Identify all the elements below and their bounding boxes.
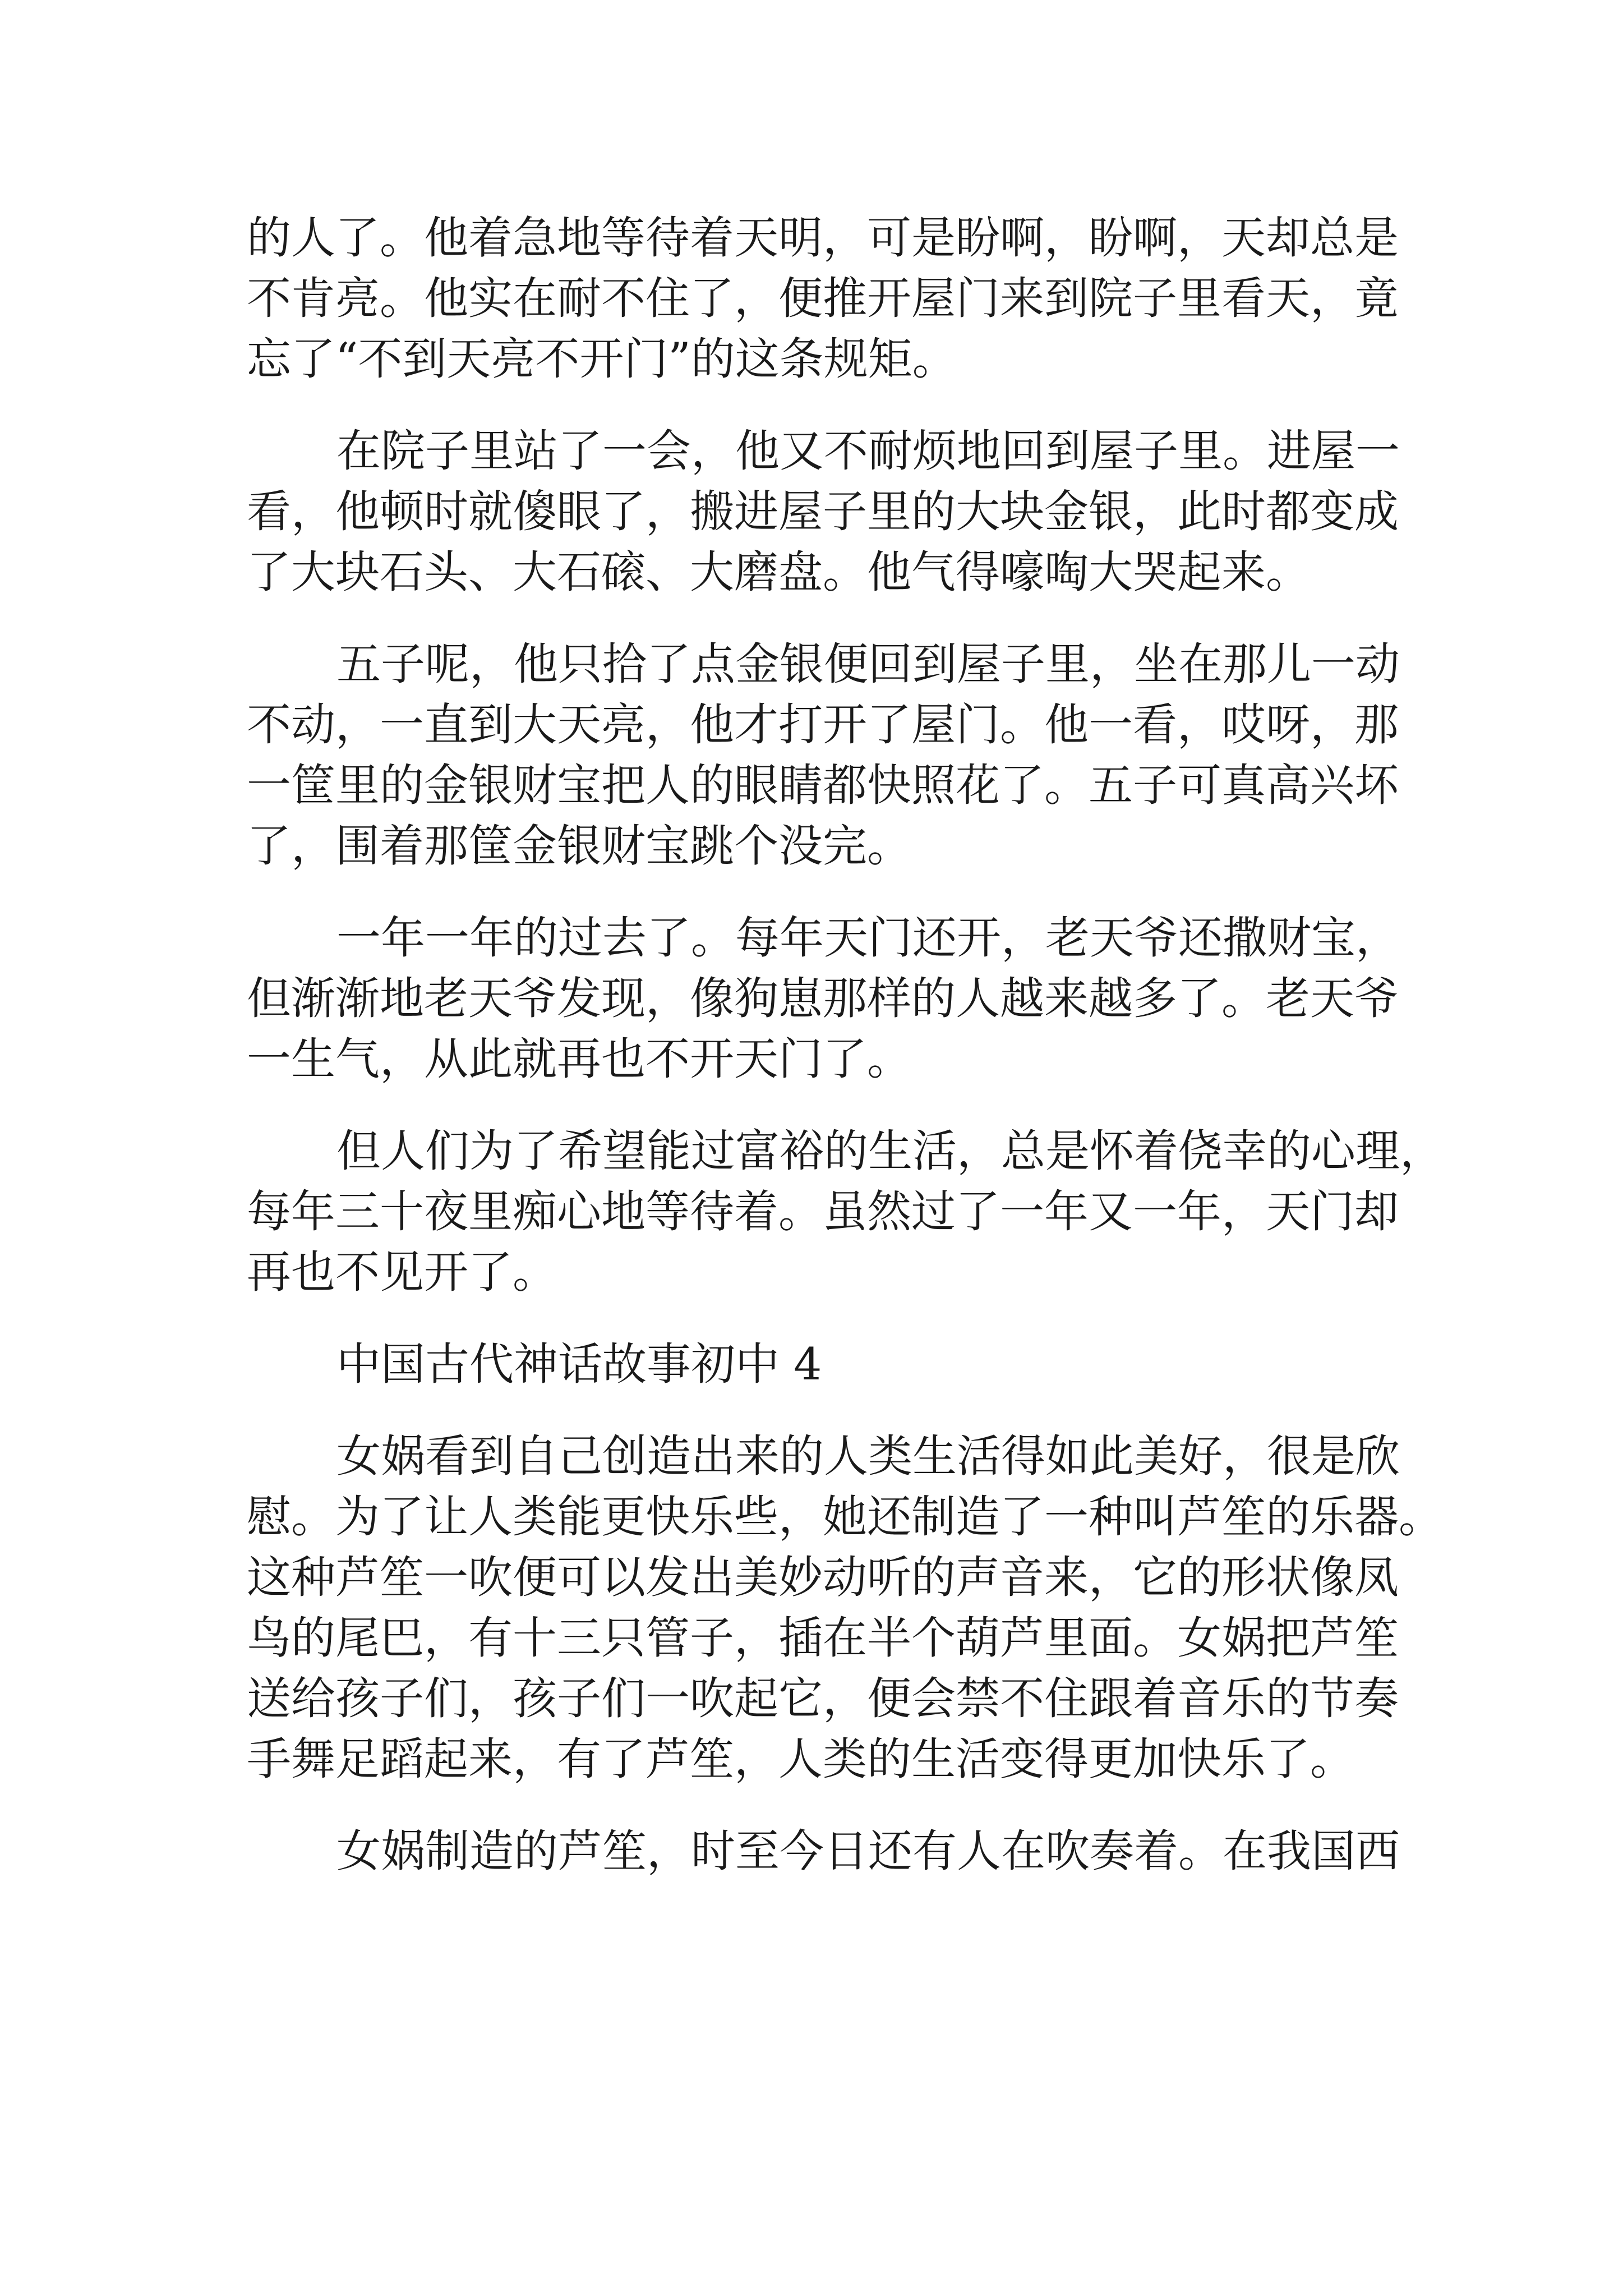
text-line: 一年一年的过去了。每年天门还开，老天爷还撒财宝，: [336, 912, 1400, 964]
text-line: 女娲制造的芦笙，时至今日还有人在吹奏着。在我国西: [336, 1825, 1400, 1877]
paragraph: [247, 1821, 1400, 1881]
text-line: 看，他顿时就傻眼了，搬进屋子里的大块金银，此时都变成: [247, 486, 1399, 537]
paragraph: [247, 208, 1399, 389]
text-line: 送给孩子们，孩子们一吹起它，便会禁不住跟着音乐的节奏: [247, 1673, 1399, 1724]
text-line: 忘了“不到天亮不开门”的这条规矩。: [247, 333, 957, 385]
text-line: 一生气，从此就再也不开天门了。: [247, 1033, 911, 1085]
text-line: 一筐里的金银财宝把人的眼睛都快照花了。五子可真高兴坏: [247, 760, 1399, 811]
text-line: 了大块石头、大石磙、大磨盘。他气得嚎啕大哭起来。: [247, 546, 1310, 598]
text-line: 每年三十夜里痴心地等待着。虽然过了一年又一年，天门却: [247, 1186, 1399, 1237]
text-line: 鸟的尾巴，有十三只管子，插在半个葫芦里面。女娲把芦笙: [247, 1612, 1399, 1664]
text-line: 但人们为了希望能过富裕的生活，总是怀着侥幸的心理，: [336, 1125, 1444, 1177]
text-line: 不动，一直到大天亮，他才打开了屋门。他一看，哎呀，那: [247, 699, 1399, 751]
text-line: 再也不见开了。: [247, 1246, 557, 1298]
paragraph: [247, 1426, 1443, 1789]
text-line: 但渐渐地老天爷发现，像狗崽那样的人越来越多了。老天爷: [247, 973, 1399, 1024]
text-line: 手舞足蹈起来，有了芦笙，人类的生活变得更加快乐了。: [247, 1733, 1354, 1785]
paragraph: [247, 1121, 1444, 1303]
text-line: 慰。为了让人类能更快乐些，她还制造了一种叫芦笙的乐器。: [247, 1491, 1443, 1543]
text-line: 了，围着那筐金银财宝跳个没完。: [247, 820, 911, 872]
paragraph: [247, 908, 1400, 1089]
heading-text: 中国古代神话故事初中 4: [336, 1338, 822, 1390]
text-line: 的人了。他着急地等待着天明，可是盼啊，盼啊，天却总是: [247, 212, 1399, 264]
text-line: 五子呢，他只拾了点金银便回到屋子里，坐在那儿一动: [336, 638, 1400, 690]
paragraph: [247, 634, 1400, 876]
text-line: 不肯亮。他实在耐不住了，便推开屋门来到院子里看天，竟: [247, 273, 1399, 324]
paragraph: [247, 421, 1400, 602]
text-line: 在院子里站了一会，他又不耐烦地回到屋子里。进屋一: [336, 425, 1400, 477]
document-body: [247, 208, 1444, 1881]
text-line: 女娲看到自己创造出来的人类生活得如此美好，很是欣: [336, 1430, 1400, 1482]
text-line: 这种芦笙一吹便可以发出美妙动听的声音来，它的形状像凤: [247, 1552, 1399, 1603]
section-heading: [247, 1334, 1391, 1395]
